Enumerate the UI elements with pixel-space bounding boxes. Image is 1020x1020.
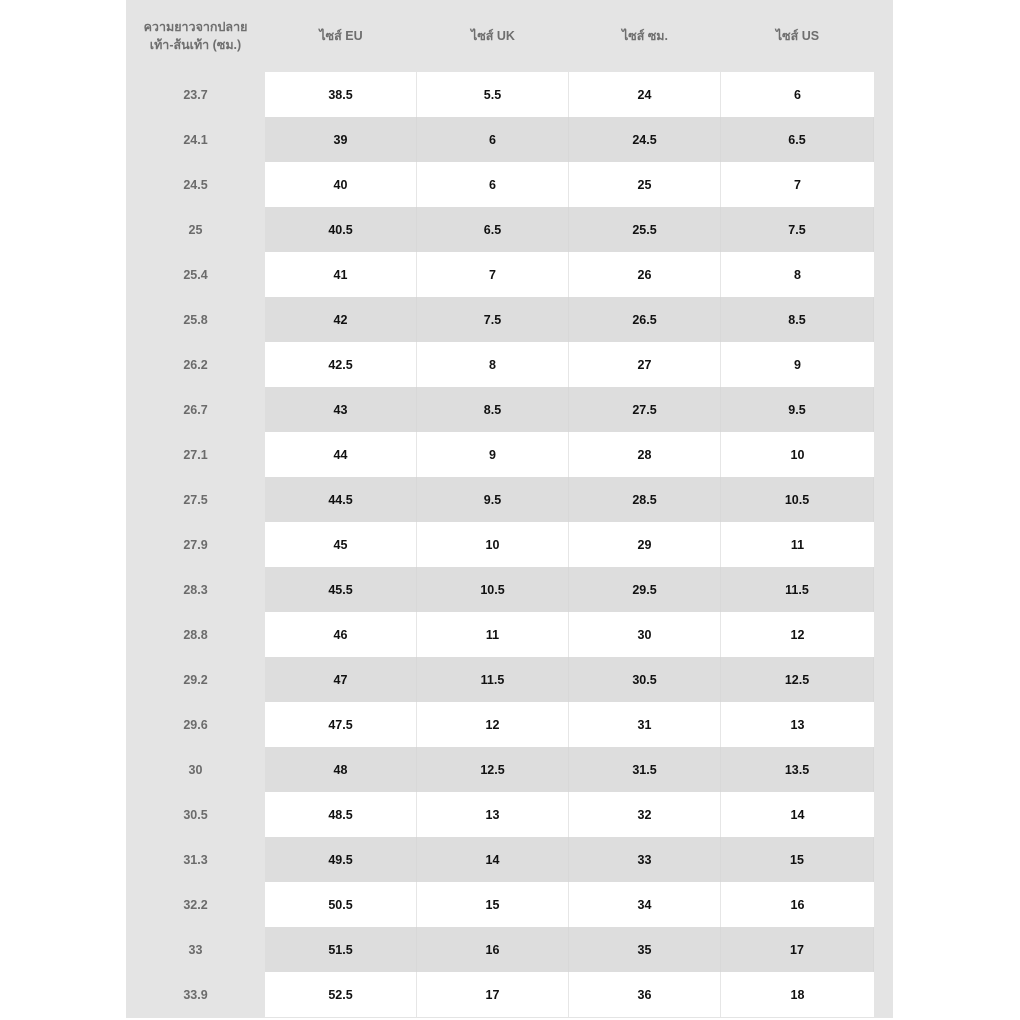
foot-length-cell: 29.2 xyxy=(183,672,208,687)
size-cells xyxy=(265,207,874,252)
us-size-cell: 13.5 xyxy=(721,747,874,792)
size-cells xyxy=(265,882,874,927)
foot-length-cell: 29.6 xyxy=(183,717,208,732)
uk-size-cell: 11 xyxy=(417,612,569,657)
cm-size-cell: 36 xyxy=(569,972,721,1017)
eu-size-cell: 39 xyxy=(265,117,417,162)
foot-length-cell: 26.7 xyxy=(183,402,208,417)
table-row xyxy=(126,927,893,972)
us-size-cell: 15 xyxy=(721,837,874,882)
table-row xyxy=(126,882,893,927)
us-size-cell: 14 xyxy=(790,807,805,822)
table-row xyxy=(126,612,893,657)
size-cells xyxy=(265,342,874,387)
table-row xyxy=(126,567,893,612)
cm-size-cell: 32 xyxy=(569,792,721,837)
uk-size-cell: 13 xyxy=(417,792,569,837)
table-row xyxy=(126,702,893,747)
size-cells xyxy=(265,657,874,702)
uk-size-cell: 17 xyxy=(417,972,569,1017)
cm-size-cell: 27.5 xyxy=(569,387,721,432)
uk-size-cell: 6 xyxy=(417,117,569,162)
eu-size-cell: 43 xyxy=(265,387,417,432)
uk-size-cell: 10.5 xyxy=(417,567,569,612)
cm-size-cell: 28 xyxy=(569,432,721,477)
eu-size-cell: 38.5 xyxy=(265,72,417,117)
table-row xyxy=(126,747,893,792)
size-cells xyxy=(265,927,874,972)
foot-length-cell: 28.3 xyxy=(183,582,208,597)
header-cm-size: ไซส์ ซม. xyxy=(621,28,669,43)
uk-size-cell: 15 xyxy=(417,882,569,927)
cm-size-cell: 33 xyxy=(569,837,721,882)
us-size-cell: 16 xyxy=(790,897,805,912)
cm-size-cell: 34 xyxy=(569,882,721,927)
eu-size-cell: 47 xyxy=(265,657,417,702)
table-row xyxy=(126,72,893,117)
header-eu-size: ไซส์ EU xyxy=(319,28,363,43)
eu-size-cell: 45.5 xyxy=(265,567,417,612)
eu-size-cell: 49.5 xyxy=(265,837,417,882)
cm-size-cell: 26.5 xyxy=(569,297,721,342)
header-foot-length: ความยาวจากปลายเท้า-ส้นเท้า (ซม.) xyxy=(143,19,248,52)
uk-size-cell: 9 xyxy=(417,432,569,477)
table-row xyxy=(126,972,893,1017)
uk-size-cell: 6 xyxy=(417,162,569,207)
eu-size-cell: 42.5 xyxy=(265,342,417,387)
eu-size-cell: 51.5 xyxy=(265,927,417,972)
us-size-cell: 7.5 xyxy=(721,207,874,252)
cm-size-cell: 35 xyxy=(569,927,721,972)
us-size-cell: 12 xyxy=(790,627,805,642)
uk-size-cell: 7.5 xyxy=(417,297,569,342)
cm-size-cell: 28.5 xyxy=(569,477,721,522)
us-size-cell: 9 xyxy=(794,357,801,372)
uk-size-cell: 8.5 xyxy=(417,387,569,432)
us-size-cell: 17 xyxy=(721,927,874,972)
foot-length-cell: 24.1 xyxy=(183,132,208,147)
size-cells xyxy=(265,522,874,567)
size-cells xyxy=(265,252,874,297)
foot-length-cell: 25.8 xyxy=(183,312,208,327)
uk-size-cell: 8 xyxy=(417,342,569,387)
us-size-cell: 9.5 xyxy=(721,387,874,432)
foot-length-cell: 30 xyxy=(188,762,203,777)
eu-size-cell: 41 xyxy=(265,252,417,297)
cm-size-cell: 25.5 xyxy=(569,207,721,252)
uk-size-cell: 14 xyxy=(417,837,569,882)
us-size-cell: 13 xyxy=(790,717,805,732)
eu-size-cell: 48 xyxy=(265,747,417,792)
foot-length-cell: 27.5 xyxy=(183,492,208,507)
table-row xyxy=(126,117,893,162)
table-row xyxy=(126,477,893,522)
table-row xyxy=(126,207,893,252)
size-cells xyxy=(265,72,874,117)
cm-size-cell: 29 xyxy=(569,522,721,567)
us-size-cell: 7 xyxy=(794,177,801,192)
foot-length-cell: 26.2 xyxy=(183,357,208,372)
us-size-cell: 8 xyxy=(794,267,801,282)
table-row xyxy=(126,792,893,837)
table-row xyxy=(126,162,893,207)
eu-size-cell: 46 xyxy=(265,612,417,657)
us-size-cell: 18 xyxy=(790,987,805,1002)
foot-length-cell: 27.9 xyxy=(183,537,208,552)
us-size-cell: 12.5 xyxy=(721,657,874,702)
table-row xyxy=(126,837,893,882)
table-body xyxy=(126,72,893,1017)
size-cells xyxy=(265,477,874,522)
uk-size-cell: 16 xyxy=(417,927,569,972)
cm-size-cell: 25 xyxy=(569,162,721,207)
uk-size-cell: 7 xyxy=(417,252,569,297)
uk-size-cell: 9.5 xyxy=(417,477,569,522)
table-row xyxy=(126,387,893,432)
us-size-cell: 8.5 xyxy=(721,297,874,342)
eu-size-cell: 52.5 xyxy=(265,972,417,1017)
eu-size-cell: 44.5 xyxy=(265,477,417,522)
cm-size-cell: 26 xyxy=(569,252,721,297)
foot-length-cell: 33 xyxy=(188,942,203,957)
cm-size-cell: 30.5 xyxy=(569,657,721,702)
size-cells xyxy=(265,747,874,792)
us-size-cell: 6.5 xyxy=(721,117,874,162)
size-chart-table xyxy=(126,0,893,1018)
table-header xyxy=(126,0,893,72)
size-cells xyxy=(265,792,874,837)
cm-size-cell: 31.5 xyxy=(569,747,721,792)
eu-size-cell: 47.5 xyxy=(265,702,417,747)
eu-size-cell: 50.5 xyxy=(265,882,417,927)
foot-length-cell: 27.1 xyxy=(183,447,208,462)
eu-size-cell: 40 xyxy=(265,162,417,207)
size-cells xyxy=(265,432,874,477)
table-row xyxy=(126,432,893,477)
cm-size-cell: 29.5 xyxy=(569,567,721,612)
uk-size-cell: 12.5 xyxy=(417,747,569,792)
us-size-cell: 11.5 xyxy=(721,567,874,612)
foot-length-cell: 32.2 xyxy=(183,897,208,912)
size-cells xyxy=(265,702,874,747)
foot-length-cell: 25 xyxy=(188,222,203,237)
foot-length-cell: 25.4 xyxy=(183,267,208,282)
size-cells xyxy=(265,567,874,612)
uk-size-cell: 12 xyxy=(417,702,569,747)
uk-size-cell: 11.5 xyxy=(417,657,569,702)
cm-size-cell: 31 xyxy=(569,702,721,747)
size-cells xyxy=(265,117,874,162)
us-size-cell: 11 xyxy=(790,537,805,552)
eu-size-cell: 42 xyxy=(265,297,417,342)
uk-size-cell: 5.5 xyxy=(417,72,569,117)
size-cells xyxy=(265,837,874,882)
eu-size-cell: 45 xyxy=(265,522,417,567)
table-row xyxy=(126,252,893,297)
size-cells xyxy=(265,972,874,1017)
size-cells xyxy=(265,297,874,342)
size-cells xyxy=(265,162,874,207)
table-row xyxy=(126,522,893,567)
table-row xyxy=(126,342,893,387)
us-size-cell: 6 xyxy=(794,87,801,102)
uk-size-cell: 10 xyxy=(417,522,569,567)
eu-size-cell: 40.5 xyxy=(265,207,417,252)
table-row xyxy=(126,657,893,702)
eu-size-cell: 44 xyxy=(265,432,417,477)
table-row xyxy=(126,297,893,342)
cm-size-cell: 30 xyxy=(569,612,721,657)
header-us-size: ไซส์ US xyxy=(775,28,820,43)
cm-size-cell: 24 xyxy=(569,72,721,117)
size-cells xyxy=(265,387,874,432)
cm-size-cell: 27 xyxy=(569,342,721,387)
uk-size-cell: 6.5 xyxy=(417,207,569,252)
foot-length-cell: 28.8 xyxy=(183,627,208,642)
us-size-cell: 10.5 xyxy=(721,477,874,522)
eu-size-cell: 48.5 xyxy=(265,792,417,837)
foot-length-cell: 31.3 xyxy=(183,852,208,867)
foot-length-cell: 24.5 xyxy=(183,177,208,192)
size-cells xyxy=(265,612,874,657)
foot-length-cell: 30.5 xyxy=(183,807,208,822)
foot-length-cell: 33.9 xyxy=(183,987,208,1002)
cm-size-cell: 24.5 xyxy=(569,117,721,162)
foot-length-cell: 23.7 xyxy=(183,87,208,102)
header-uk-size: ไซส์ UK xyxy=(471,28,515,43)
us-size-cell: 10 xyxy=(790,447,805,462)
